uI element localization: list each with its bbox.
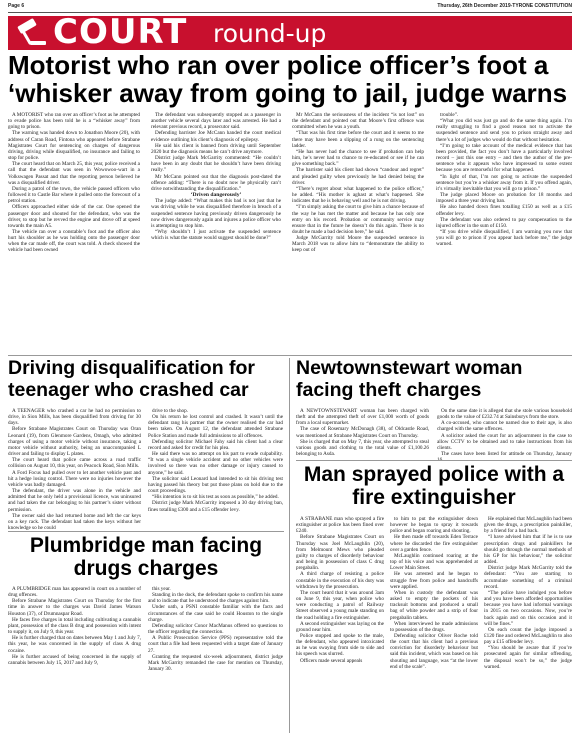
story-4-headline-line-2: fire extinguisher [352,486,516,509]
paragraph: The defendant was also ordered to pay compensation to the injured officer in the sum of £150. [436,216,572,229]
story-2-headline-line-1: Driving disqualification for [8,357,256,379]
story-5-headline-line-1: Plumbridge man facing [29,534,263,557]
court-title: COURT [53,12,188,52]
paragraph: The judge placed Moore on probation for 18 months and imposed a three year driving ban. [436,192,572,205]
story-3-headline-line-2: facing theft charges [296,379,482,401]
story-3-headline-line-1: Newtownstewart woman [296,357,523,379]
story-5-column-1 [8,586,141,734]
paragraph: Defending barrister Joe McCann handed the court medical evidence outlining his client’s diagnosis of epilepsy. [151,130,281,143]
paragraph: District judge Mark McGarrity imposed a 30 day driving ban, fines totalling £300 and a £15 offender levy. [148,500,283,513]
paragraph: He is further accused of being concerned in the supply of cannabis between July 15, 2017 and July 9, [8,653,141,666]
paragraph: Before Strabane Magistrates Court on Thursday for the first time in answer to the charges was David James Watson Houston (37), of Drumnaspar Road. [8,598,141,617]
story-2-headline-line-2: teenager who crashed car [8,379,249,401]
story-5-column-2 [148,586,283,734]
story-4-column-2 [390,516,478,734]
paragraph: He said his client is banned from driving until September 2020 but the diagnosis means he can’t drive anymore. [151,142,281,155]
paragraph: On each count the judge imposed a £120 fine and ordered McLaughlin to also pay a £15 offender levy. [484,626,572,646]
paragraph: A TEENAGER who crashed a car he had no permission to drive, in Sion Mills, has been disqualified from driving for 30 days. [8,408,141,427]
story-1-column-1 [8,112,140,352]
paragraph: this year. [152,586,171,592]
story-1-column-2 [151,112,281,352]
paragraph: trouble”. [440,112,459,118]
paragraph: “What you did was just go and do the same thing again. I’m really struggling to find a good reason not to activate the suspended sentence and send you to prison straight away and there’s a lot of judges who would do that without hesitation. [436,118,572,143]
story-5-headline-line-2: drugs charges [73,557,219,580]
paragraph: He then made off towards Eden Terrace where he discarded the fire extinguisher over a garden fence. [390,534,478,553]
paragraph: He also handed down fines totalling £150 as well as a £15 offender levy. [436,204,572,217]
paragraph: Standing in the dock, the defendant spoke to confirm his name and to indicate that he understood the charges against him. [148,592,283,605]
paragraph: He said there was no attempt on his part to evade culpability. “It was a single vehicle accident and no other vehicles were involved so there was no other damage or injury caused to anyone,” he said. [148,451,283,476]
paragraph: The cases have been listed for attitude on Thursday, January [441,451,572,458]
paragraph: On the same date it is alleged that she stole various household goods to the value of £232.74 at Sainsburys from the store. [437,408,572,421]
story-1-column-3 [292,112,424,352]
paragraph: A Public Prosecution Service (PPS) representative told the court that a file had been requested with a target date of January 27. [148,635,283,654]
roundup-title: round-up [213,19,327,48]
paragraph: The judge added: “What makes this bad is not just that he was driving while he was disqualified therefore in breach of a suspended sentence having previously driven dangerously he now drives dangerously again and injures a police officer who is attempting to stop him. [151,198,281,229]
paragraph: Defending solicitor Michael Fahy said his client had a clear record and asked for credit for his plea. [148,438,283,451]
story-4-column-3 [484,516,572,734]
paragraph: “I have advised him that if he is to use prescription drugs and painkillers he should go through the normal methods of his GP for his behaviour,” the solicitor added. [484,534,572,566]
paragraph: “Why shouldn’t I just activate the suspended sentence which is what the statute would suggest should be done?” [151,228,281,242]
story-divider [296,460,572,461]
paragraph: Defending solicitor Conor MacManus offered no questions to the officer regarding the connection. [148,622,283,636]
paragraph: Before Strabane Magistrates Court on Thursday was Oran Leonard (19), from Glenmore Gardens, Omagh, who admitted charges of using a motor vehicle without insurance, taking a motor vehicle without authority, being an unaccompanied L driver and failing to display L plates. [8,426,141,458]
paragraph: “That was his first time before the court and it seems to me there may have been a slipping of a rung on the sentencing ladder. [292,130,424,149]
paragraph: He is further charged that on dates between May 1 and July 7, this year, he was concerned in the supply of class A drug cocaine. [8,635,141,654]
story-2-column-2 [148,408,283,528]
paragraph: Mr McCann the seriousness of the incident “is not lost” on the defendant and pointed out that Moore’s first offence was committed when he was a youth. [292,112,424,131]
paragraph: Judge McGarrity told Moore the suspended sentence in March 2018 was to allow him to “demonstrate the ability to keep out of [292,235,424,254]
page-number: Page 6 [8,3,25,9]
paragraph: Under oath, a PSNI constable familiar with the facts and circumstances of the case said he could Houston to the single charge. [148,604,283,623]
story-3-column-2 [437,408,572,456]
paragraph: A Ford Focus had pulled over to let another vehicle past and hit a hedge losing control. There were no injuries however the vehicle was badly damaged. [8,469,141,488]
paragraph: District judge Mark McGarrity commented: “He couldn’t have been in any doubt that he shouldn’t have been driving really.” [151,155,281,174]
paragraph: “I’m simply asking the court to give him a chance because of the way he has met the matter and because he has only one entry on his record. Probation or community service may ensure that in the future he doesn’t do this again. There is no doubt he made a bad decision here,” he said. [292,204,424,235]
paragraph: The solicitor said Leonard had intended to sit his driving test having passed his theory but put those plans on hold due to the court proceedings. [148,475,283,495]
paragraph: When interviewed he made admissions to possession of the drugs. [390,620,478,633]
paragraph: to him to put the extinguisher down however he began to spray it towards police and began roaring and shouting. [390,516,478,535]
paragraph: The court heard that on March 25, this year, police received a call that the defendant was seen in Wowowoo-wart in a Volkswagen Passat and that the reporting person believed he was a disqualified driver. [8,161,140,186]
story-1-headline-line-1: Motorist who ran over police officer’s foot a [8,50,549,80]
paragraph: He faces five charges in total including cultivating a cannabis plant, possession of the class B drug and possession with intent to supply it, on July 9, this year. [8,616,141,636]
paragraph: The court heard that police came across a road traffic collision on August 10, this year, on Peacock Road, Sion Mills. [8,457,141,470]
paragraph: Officers made several appeals [300,657,363,664]
paragraph: A NEWTOWNSTEWART woman has been charged with theft and the attempted theft of over £1,000 worth of goods from a local supermarket. [296,408,429,427]
paragraph: McLaughlin continued roaring at the top of his voice and was apprehended at Lower Main Street. [390,552,478,572]
paragraph: “In light of that, I’m not going to activate the suspended sentence but you’re a whisker away from it. If you offend again, it’s virtually inevitable that you will go to prison.” [436,173,572,192]
paragraph: “His intention is to sit his test as soon as possible,” he added. [152,494,279,501]
paragraph: A second extinguisher was laying on the ground near him. [296,620,384,633]
paragraph: “The police have indulged you before and you have been afforded opportunities because you have had informal warnings in 2015 on two occasions. Now, you’re back again and on this occasion and it will be fines.” [484,589,572,627]
paragraph: The vehicle ran over a constable’s foot and the officer also hurt his shoulder as he was holding onto the passenger door when the car made off, the court was told. A check showed the vehicle had been owned [8,228,140,254]
paragraph: He was arrested and he began to struggle free from police and handcuffs were applied. [390,571,478,590]
paragraph: A MOTORIST who ran over an officer’s foot as he attempted to evade police has been told he is a “whisker away” from going to prison. [8,112,140,131]
page-dateline: Thursday, 26th December 2019-TYRONE CONSTITUTION [437,3,572,9]
paragraph: The defendant was subsequently stopped as a passenger in another vehicle several days later and was arrested. He had a relevant previous record, a prosecutor said. [151,112,281,131]
paragraph: A PLUMBRIDGE man has appeared in court on a number of drug offences. [8,586,141,599]
paragraph: The barrister said his client had shown “candour and regret” and pleaded guilty when previously he had denied being the driver. [292,167,424,186]
paragraph: The case of Rosemary McDonagh (38), of Oldcastle Road, was mentioned at Strabane Magistrates Court on Thursday. [296,426,429,439]
story-1-headline-line-2: ‘whisker away from going to jail, judge warns [8,78,568,108]
paragraph: On his return he lost control and crashed. It wasn’t until the defendant rang his partner that the owner realised the car had been taken. On August 12, the defendant attended Strabane Police Station and made full admissions to all offences. [148,414,283,439]
paragraph: Before Strabane Magistrates Court on Thursday was Joel McLaughlin (20), from Melmount Mews who pleaded guilty to charges of disorderly behaviour and being in possession of class C drug pregabalin. [296,534,384,572]
paragraph: District judge Mark McGarrity told the defendant: “You are starting to accumulate something of a criminal record. [484,565,572,590]
paragraph: drive to the shop. [152,408,189,414]
story-4-column-1 [296,516,384,734]
paragraph: During a patrol of the town, the vehicle passed officers who followed it to Castle Bar where it pulled onto the forecourt of a petrol station. [8,185,140,205]
paragraph: Defending solicitor Oliver Roche told the court that his client had a previous conviction for disorderly behaviour but said this incident, which was based on his shouting and language, was “at the lower end of the scale”. [390,632,478,670]
story-3-column-1 [296,408,429,456]
paragraph: “You should be aware that if you’re prosecuted again for similar offending, the disposal won’t be so,” the judge warned. [484,645,572,670]
paragraph: The warning was handed down to Jonathon Moore (20), with address of Caran Road, Fintona who appeared before Strabane Magistrates Court for sentencing on charges of dangerous driving, driving while disqualified, no insurance and failing to stop for police. [8,130,140,162]
paragraph: A co-accused, who cannot be named due to their age, is also charged with the same offences. [437,420,572,433]
gavel-icon [12,19,48,47]
paragraph: “I’m going to take account of the medical evidence that has been provided, the fact you don’t have a particularly involved record – just this one entry – and then the author of the pre-sentence who it appears who have impressed to some extent because you are remorseful for what happened. [436,142,572,174]
paragraph: When in custody the defendant was asked to empty the pockets of his tracksuit bottoms and produced a small bag of white powder and a strip of four pregabalin tablets. [390,589,478,621]
paragraph: Police stopped and spoke to the male, the defendant, who appeared intoxicated as he was swaying from side to side and his speech was slurred. [296,632,384,658]
paragraph: Mr McCann pointed out that the diagnosis post-dated the offence adding: “There is no doubt now he physically can’t drive notwithstanding the disqualification.” [151,173,281,192]
paragraph: Granting the requested six-week adjournment, district judge Mark McGarrity remanded the case for mention on Thursday, January 30. [148,653,283,673]
paragraph: A STRABANE man who sprayed a fire extinguisher at police has been fined over £240. [296,516,384,535]
paragraph: A solicitor asked the court for an adjournment in the case to allow CCTV to be obtained and to take instructions from his clients. [437,432,572,451]
paragraph: The court heard that it was around 3am on June 9, this year, when police who were conducting a patrol of Railway Street observed a young male standing on the road holding a fire extinguisher. [296,589,384,621]
paragraph: “If you drive while disqualified, I am warning you now that you will go to prison if you appear back before me,” the judge warned. [436,228,572,248]
story-divider [8,355,572,356]
subheading: ‘Driven dangerously’ [190,192,242,199]
paragraph: The owner said she had returned home and left the car keys on a key rack. The defendant had taken the keys without her knowledge so he could [8,512,141,531]
paragraph: Officers approached either side of the car. One opened the passenger door and shouted for the defendant, who was the driver, to stop but he revved the engine and drove off at speed towards the main A5. [8,204,140,229]
paragraph: “There’s regret about what happened to the police officer,” he added. “His mother is aghast at what’s happened. She indicates that he is behaving well and he is not driving. [292,185,424,205]
story-4-headline-line-1: Man sprayed police with a [303,463,565,486]
paragraph: A third charge of resisting a police constable in the execution of his duty was withdrawn by the prosecution. [296,571,384,590]
paragraph: He explained that McLaughlin had been given the drugs, a prescription painkiller, by a friend for a bad back. [484,516,572,535]
story-divider [8,531,284,532]
story-2-column-1 [8,408,141,531]
paragraph: “He has never had the chance to see if probation can help him, he’s never had to chance to re-educated or see if he can give something back.” [292,148,424,168]
paragraph: The defendant, the driver was alone in the vehicle and admitted that he only held a provisional licence, was uninsured and had taken the car belonging to his partner’s sister without permission. [8,488,141,513]
story-1-column-4 [436,112,572,352]
paragraph: She is charged that on May 7, this year, she attempted to steal various goods and clothing to the total value of £1,100.26 belonging to Asda. [296,438,429,458]
column-divider [289,358,290,733]
